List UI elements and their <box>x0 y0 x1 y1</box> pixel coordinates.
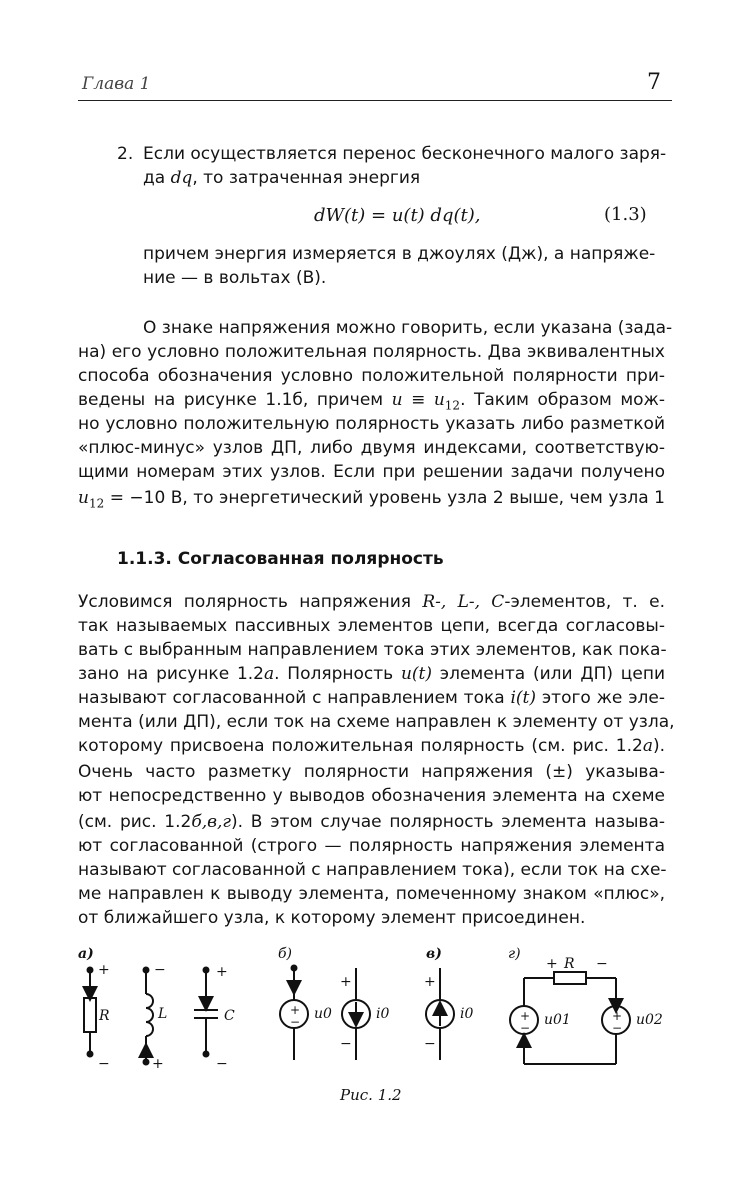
i0-v-label: i0 <box>460 1006 474 1022</box>
para2-line-11: ют согласованной (строго — полярность напряжения элемента <box>78 836 665 856</box>
item-number: 2. <box>117 144 134 164</box>
para2-line-14: от ближайшего узла, к которому элемент присоединен. <box>78 908 586 928</box>
para2-line-2: так называемых пассивных элементов цепи, всегда согласовы- <box>78 616 665 636</box>
chapter-title: Глава 1 <box>82 74 151 94</box>
r-label: R <box>99 1008 110 1024</box>
capacitor-c <box>194 968 218 1057</box>
i0-b-label: i0 <box>376 1006 390 1022</box>
para1-line-8: $u_{12} = -10$ В, то энергетический уровень узла 2 выше, чем узла 1 <box>78 488 665 511</box>
para2-line-1: Условимся полярность напряжения R-, L-, C-элементов, т. е. <box>78 592 665 612</box>
para2-line-8: Очень часто разметку полярности напряжения (±) указыва- <box>78 762 665 782</box>
para1-line-4: ведены на рисунке 1.1б, причем $u \equiv u_{12}$. Таким образом мож- <box>78 390 665 413</box>
item2-line-4: ние — в вольтах (В). <box>143 268 327 288</box>
inductor-l <box>144 968 154 1065</box>
figure-caption: Рис. 1.2 <box>340 1086 402 1104</box>
l-plus: + <box>152 1056 164 1072</box>
para2-line-3: вать с выбранным направлением тока этих элементов, как пока- <box>78 640 667 660</box>
cs-v-minus: − <box>424 1036 436 1052</box>
para1-line-5: но условно положительную полярность указать либо разметкой <box>78 414 665 434</box>
header-rule <box>78 100 672 101</box>
c-minus: − <box>216 1056 228 1072</box>
para2-line-9: ют непосредственно у выводов обозначения элемента на схеме <box>78 786 665 806</box>
para2-line-5: называют согласованной с направлением тока i(t) этого же эле- <box>78 688 665 708</box>
para1-line-7: щими номерам этих узлов. Если при решении задачи получено <box>78 462 665 482</box>
page-number: 7 <box>647 70 661 95</box>
c-plus: + <box>216 964 228 980</box>
vs-b-plus: + <box>290 1003 301 1017</box>
para2-line-4: зано на рисунке 1.2a. Полярность u(t) элемента (или ДП) цепи <box>78 664 665 684</box>
label-v: в) <box>426 946 442 962</box>
l-label: L <box>158 1006 168 1022</box>
item2-line-3: причем энергия измеряется в джоулях (Дж), а напряже- <box>143 244 656 264</box>
para1-line-6: «плюс-минус» узлов ДП, либо двумя индексами, соответствую- <box>78 438 665 458</box>
para2-line-10: (см. рис. 1.2б,в,г). В этом случае полярность элемента называ- <box>78 812 665 832</box>
item2-line-2: да dq, то затраченная энергия <box>143 168 421 188</box>
c-label: C <box>224 1008 235 1024</box>
g-plus: + <box>546 956 558 972</box>
para1-line-1: О знаке напряжения можно говорить, если указана (зада- <box>143 318 673 338</box>
cs-b-minus: − <box>340 1036 352 1052</box>
para2-line-13: ме направлен к выводу элемента, помеченному знаком «плюс», <box>78 884 665 904</box>
vs-g2-minus: − <box>612 1021 623 1035</box>
l-minus: − <box>154 962 166 978</box>
u02-label: u02 <box>636 1012 663 1028</box>
u0-label: u0 <box>314 1006 332 1022</box>
para2-line-12: называют согласованной с направлением тока), если ток на схе- <box>78 860 667 880</box>
label-a: а) <box>78 946 94 962</box>
formula-1-3: dW(t) = u(t) dq(t), <box>314 205 481 226</box>
u01-label: u01 <box>544 1012 571 1028</box>
vs-g2-plus: + <box>612 1009 623 1023</box>
para2-line-6: мента (или ДП), если ток на схеме направлен к элементу от узла, <box>78 712 675 732</box>
vs-b-minus: − <box>290 1015 301 1029</box>
g-minus: − <box>596 956 608 972</box>
formula-number: (1.3) <box>604 204 647 225</box>
label-b: б) <box>278 946 293 962</box>
g-r-label: R <box>564 956 575 972</box>
r-minus: − <box>98 1056 110 1072</box>
vs-g1-minus: − <box>520 1021 531 1035</box>
resistor-r <box>84 968 96 1057</box>
cs-b-plus: + <box>340 974 352 990</box>
vs-g1-plus: + <box>520 1009 531 1023</box>
item2-line-1: Если осуществляется перенос бесконечного малого заря- <box>143 144 667 164</box>
para1-line-2: на) его условно положительная полярность. Два эквивалентных <box>78 342 665 362</box>
label-g: г) <box>508 946 521 962</box>
section-heading: 1.1.3. Согласованная полярность <box>117 549 444 569</box>
para2-line-7: которому присвоена положительная полярность (см. рис. 1.2a). <box>78 736 665 756</box>
cs-v-plus: + <box>424 974 436 990</box>
circuit-figure <box>74 944 674 1080</box>
r-plus: + <box>98 962 110 978</box>
para1-line-3: способа обозначения условно положительной полярности при- <box>78 366 665 386</box>
